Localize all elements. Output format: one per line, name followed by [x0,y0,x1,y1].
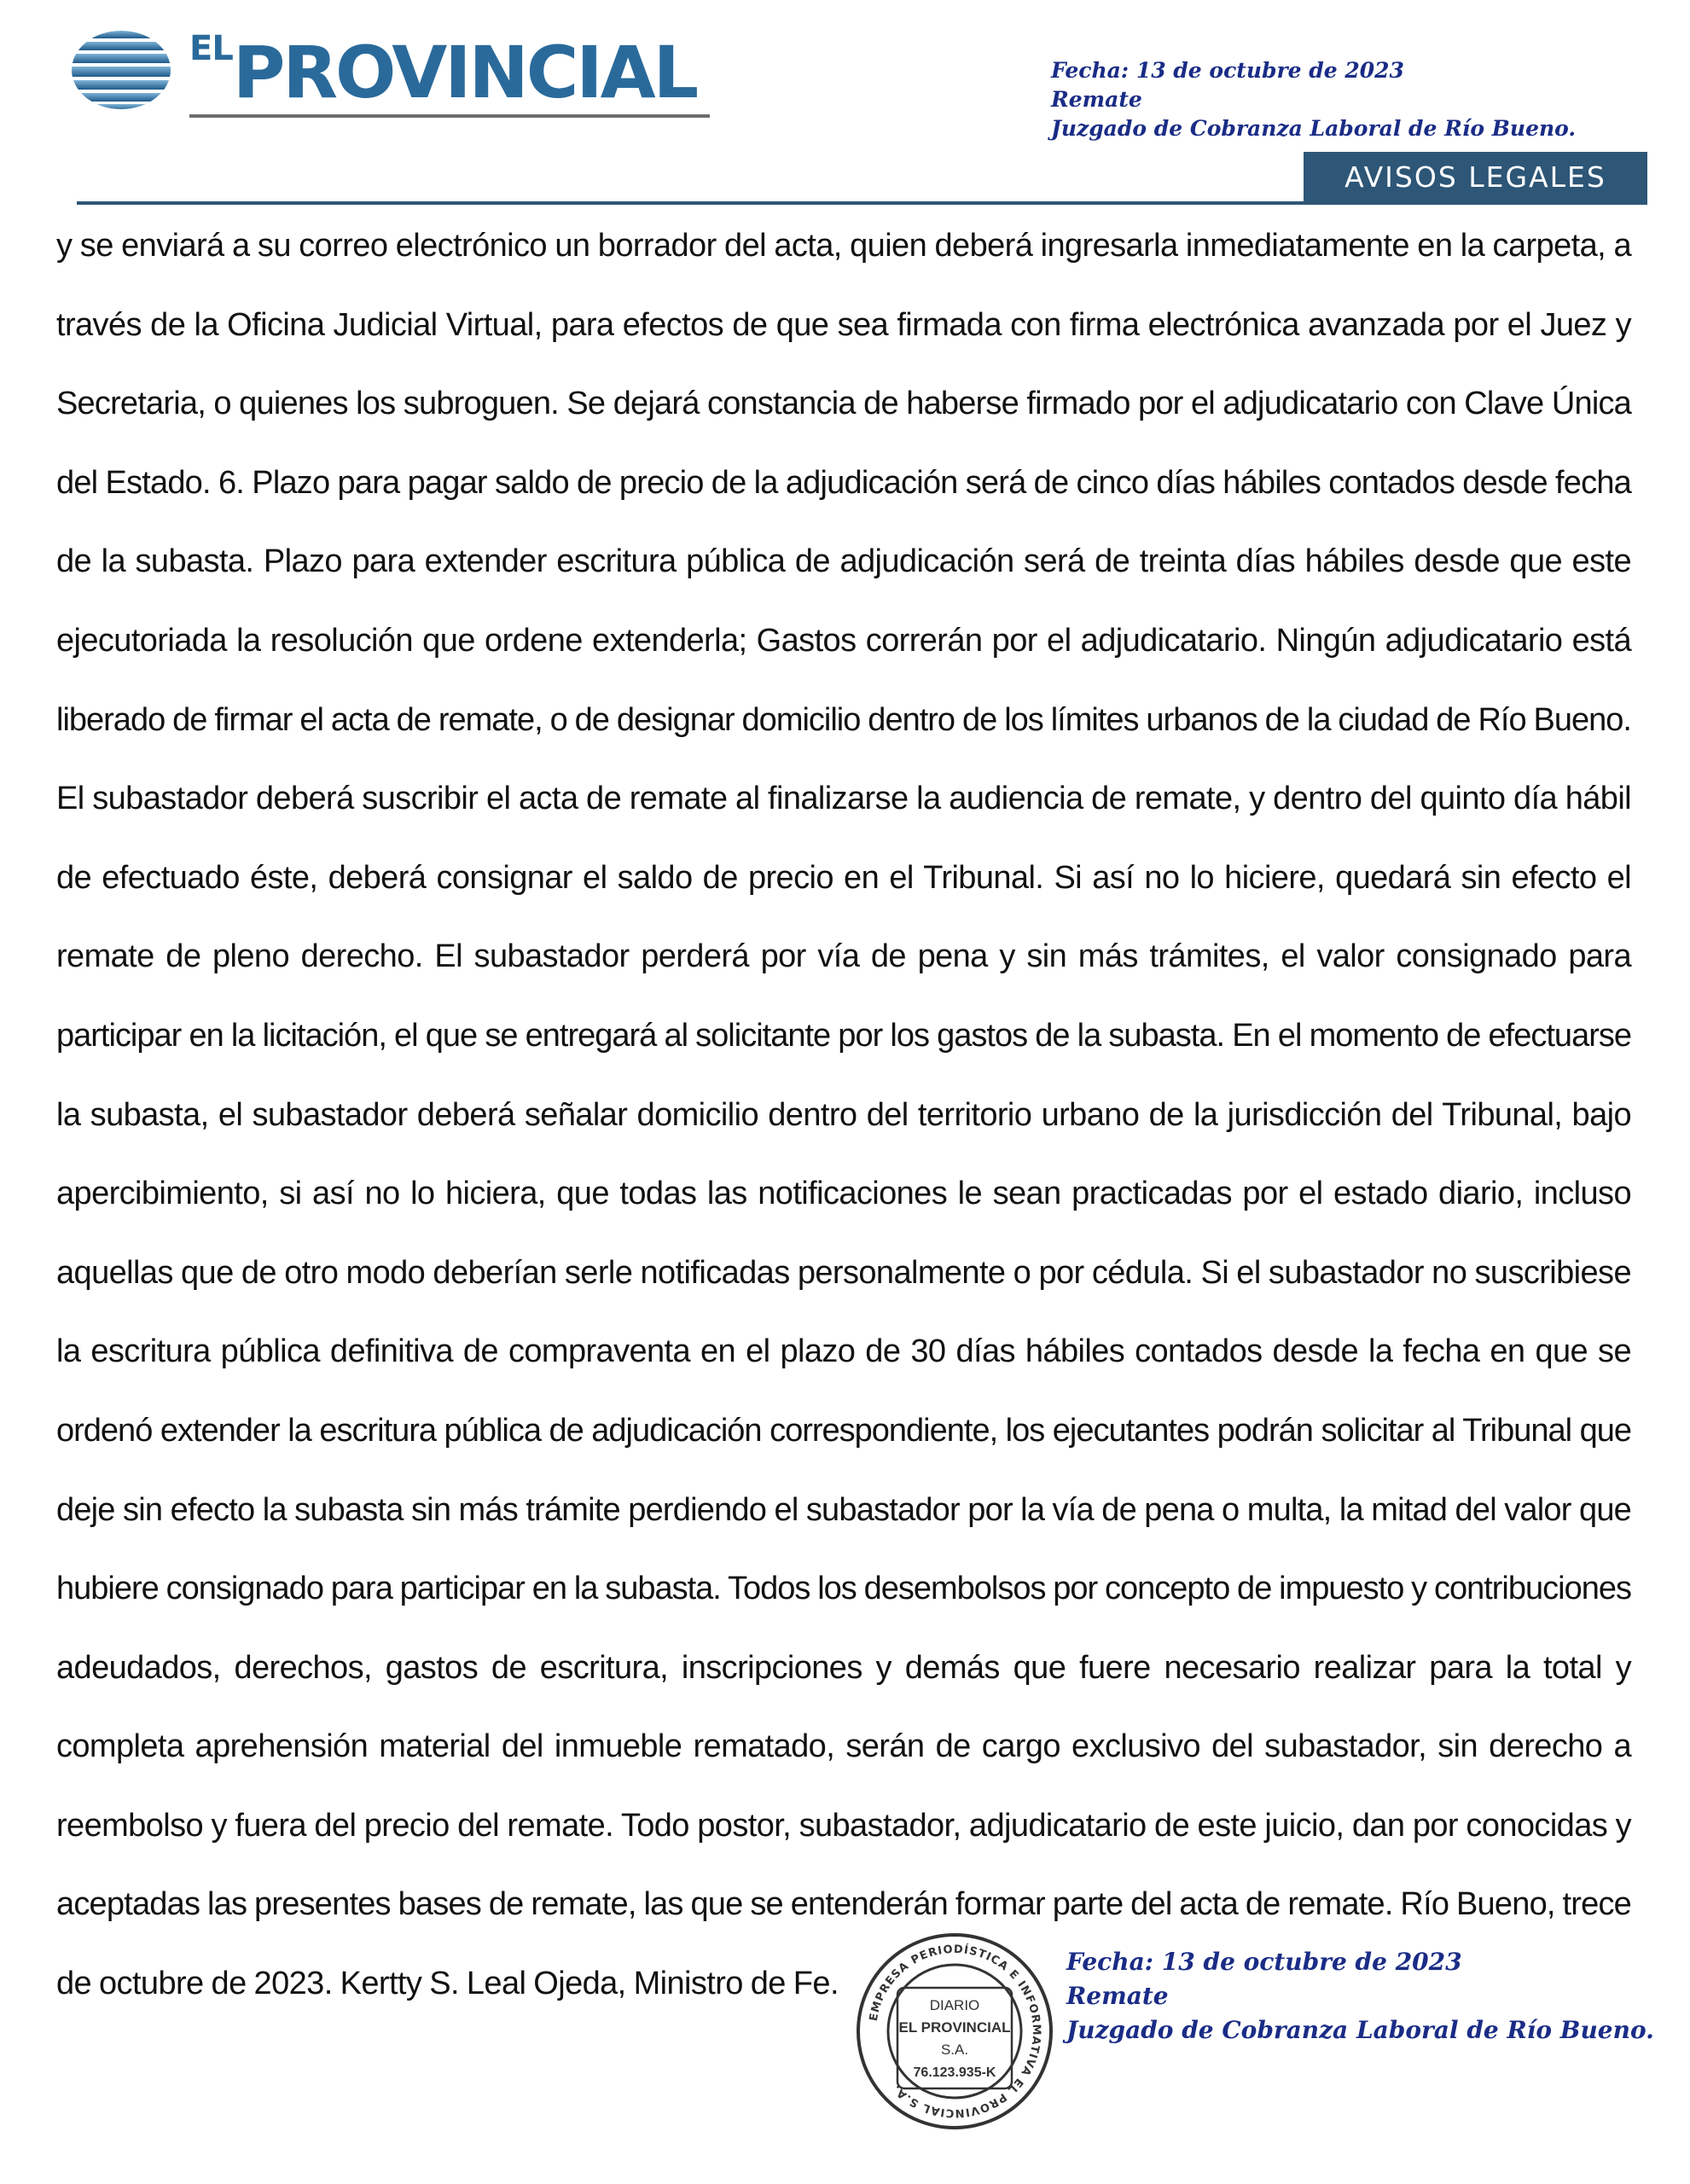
body-line: reembolso y fuera del precio del remate. Todo postor, subastador, adjudicatario de este juicio, dan por conocidas y [56,1807,1631,1844]
footer-notice-info [1066,1945,1654,2048]
body-line: ejecutoriada la resolución que ordene extenderla; Gastos correrán por el adjudicatario. Ningún adjudicatario está [56,622,1631,659]
footer-court: Juzgado de Cobranza Laboral de Río Bueno. [1066,2016,1654,2044]
banner-rule [77,201,1647,205]
logo-name: PROVINCIAL [232,31,697,114]
header-type: Remate [1051,87,1142,112]
stamp-line-3: S.A. [940,2042,969,2058]
company-stamp [853,1930,1056,2133]
globe-icon [68,27,179,113]
body-line: del Estado. 6. Plazo para pagar saldo de precio de la adjudicación será de cinco días hábiles contados desde fecha [56,464,1631,501]
stamp-line-4: 76.123.935-K [913,2065,996,2080]
stamp-line-2: EL PROVINCIAL [898,2019,1011,2036]
stamp-ring-text: EMPRESA PERIODÍSTICA E INFORMATIVA EL PROVINCIAL S.A. [867,1943,1043,2120]
body-line: través de la Oficina Judicial Virtual, para efectos de que sea firmada con firma electrónica avanzada por el Juez y [56,306,1631,343]
body-line: hubiere consignado para participar en la subasta. Todos los desembolsos por concepto de impuesto y contribuciones [56,1571,1631,1607]
notice-body [56,206,1631,2024]
body-line: ordenó extender la escritura pública de adjudicación correspondiente, los ejecutantes podrán solicitar al Tribunal que [56,1412,1631,1449]
el-provincial-logo [68,24,697,118]
logo-underline [189,114,710,118]
header-notice-info [1051,56,1576,143]
body-line: aquellas que de otro modo deberían serle notificadas personalmente o por cédula. Si el subastador no suscribiese [56,1254,1631,1291]
body-line: de efectuado éste, deberá consignar el saldo de precio en el Tribunal. Si así no lo hiciere, quedará sin efecto el [56,859,1631,896]
body-line: adeudados, derechos, gastos de escritura, inscripciones y demás que fuere necesario realizar para la total y [56,1649,1631,1686]
body-line: completa aprehensión material del inmueble rematado, serán de cargo exclusivo del subastador, sin derecho a [56,1728,1631,1765]
logo-prefix: EL [189,29,233,68]
header-date: Fecha: 13 de octubre de 2023 [1051,58,1404,83]
body-line: la escritura pública definitiva de compraventa en el plazo de 30 días hábiles contados desde la fecha en que se [56,1333,1631,1370]
footer-type: Remate [1066,1982,1169,2010]
body-line: apercibimiento, si así no lo hiciera, que todas las notificaciones le sean practicadas por el estado diario, incluso [56,1176,1631,1212]
body-line: Secretaria, o quienes los subroguen. Se dejará constancia de haberse firmado por el adjudicatario con Clave Única [56,386,1631,422]
header-court: Juzgado de Cobranza Laboral de Río Bueno. [1051,116,1577,141]
body-line: y se enviará a su correo electrónico un borrador del acta, quien deberá ingresarla inmediatamente en la carpeta, a [56,228,1631,264]
body-line: deje sin efecto la subasta sin más trámite perdiendo el subastador por la vía de pena o multa, la mitad del valor que [56,1491,1631,1528]
body-line: de octubre de 2023. Kertty S. Leal Ojeda, Ministro de Fe. [56,1966,839,2002]
body-line: la subasta, el subastador deberá señalar domicilio dentro del territorio urbano de la jurisdicción del Tribunal, bajo [56,1096,1631,1133]
body-line: liberado de firmar el acta de remate, o de designar domicilio dentro de los límites urbanos de la ciudad de Río Bueno. [56,701,1631,738]
footer-date: Fecha: 13 de octubre de 2023 [1066,1948,1462,1976]
logo-wordmark [189,29,696,114]
body-line: El subastador deberá suscribir el acta de remate al finalizarse la audiencia de remate, y dentro del quinto día hábil [56,781,1631,817]
body-line: aceptadas las presentes bases de remate, las que se entenderán formar parte del acta de remate. Río Bueno, trece [56,1886,1631,1923]
body-line: remate de pleno derecho. El subastador perderá por vía de pena y sin más trámites, el valor consignado para [56,938,1631,975]
section-banner: AVISOS LEGALES [1304,152,1647,203]
body-line: de la subasta. Plazo para extender escritura pública de adjudicación será de treinta días hábiles desde que este [56,543,1631,580]
body-line: participar en la licitación, el que se entregará al solicitante por los gastos de la subasta. En el momento de efectuarse [56,1017,1631,1054]
stamp-line-1: DIARIO [929,1997,980,2013]
